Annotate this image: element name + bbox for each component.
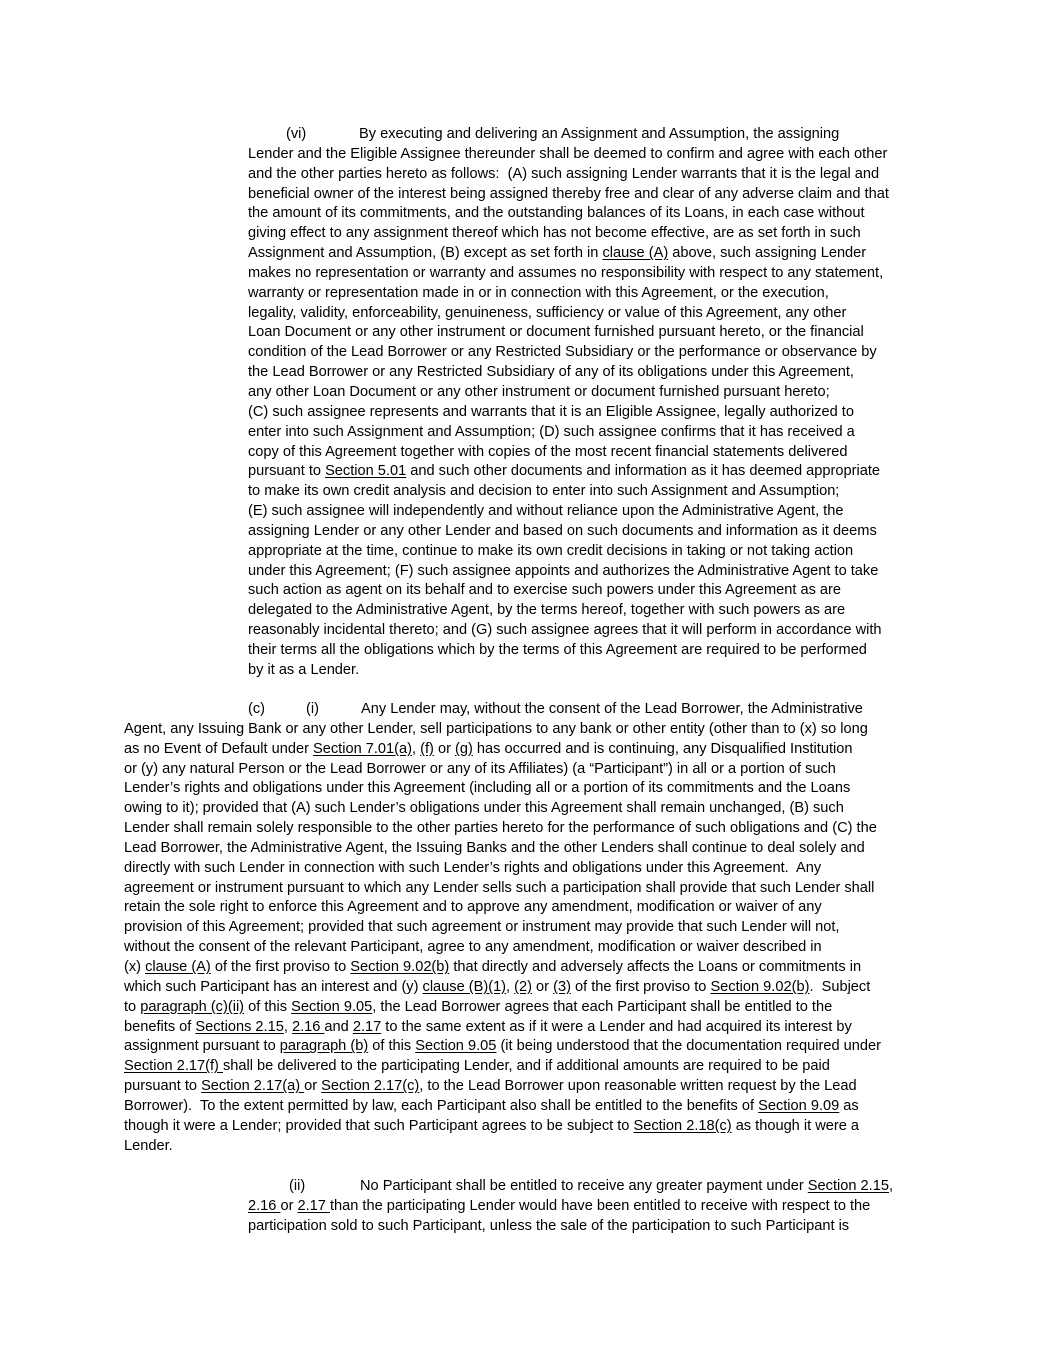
text-run: assigning Lender or any other Lender and based on such documents and information as it deems (248, 522, 877, 539)
text-run: that directly and adversely affects the Loans or commitments in (449, 958, 862, 975)
text-line (248, 482, 948, 502)
cross-reference: Section 9.02(b) (350, 958, 450, 975)
cross-reference: Section 2.17(a) (201, 1078, 305, 1095)
text-run: shall be delivered to the participating Lender, and if additional amounts are required to be paid (222, 1058, 830, 1075)
text-line (124, 1077, 944, 1097)
text-line (248, 185, 948, 205)
text-line (248, 443, 948, 463)
text-run: which such Participant has an interest and (y) (124, 978, 423, 995)
cross-reference: Section 2.18(c) (633, 1117, 732, 1134)
text-run: , (888, 1178, 893, 1194)
text-run: such action as agent on its behalf and to exercise such powers under this Agreement as are (248, 582, 842, 599)
text-run: Lead Borrower, the Administrative Agent, the Issuing Banks and the other Lenders shall continue to deal solely and (124, 839, 865, 856)
text-run: , (283, 1018, 292, 1035)
text-line (248, 403, 948, 423)
text-line (248, 581, 948, 601)
text-line (248, 264, 948, 284)
text-line (124, 1037, 944, 1057)
text-run: reasonably incidental thereto; and (G) such assignee agrees that it will perform in accordance with (248, 622, 882, 639)
text-line (124, 918, 944, 938)
text-run: as though it were a (731, 1117, 860, 1134)
cross-reference: Sections 2.15 (195, 1018, 284, 1035)
text-line (248, 284, 948, 304)
text-run: Loan Document or any other instrument or document furnished pursuant hereto, or the financial (248, 324, 864, 341)
text-run: Any Lender may, without the consent of the Lead Borrower, the Administrative (361, 701, 863, 717)
text-line (248, 363, 948, 383)
text-line (124, 938, 944, 958)
text-run: to (124, 998, 141, 1015)
text-line (124, 1117, 944, 1137)
paragraph-c (124, 700, 944, 1156)
text-run: has occurred and is continuing, any Disqualified Institution (472, 740, 853, 757)
text-run: though it were a Lender; provided that such Participant agrees to be subject to (124, 1117, 634, 1134)
text-run: assignment pursuant to (124, 1038, 280, 1055)
text-run: warranty or representation made in or in connection with this Agreement, or the execution, (248, 284, 829, 301)
text-run: giving effect to any assignment thereof which has not become effective, are as set forth in such (248, 225, 861, 242)
cross-reference: Section 5.01 (325, 463, 407, 480)
item-number-vi: (vi) (286, 126, 307, 142)
text-run: By executing and delivering an Assignment and Assumption, the assigning (359, 126, 840, 142)
text-run: and (324, 1018, 353, 1035)
cross-reference: Section 9.05 (291, 998, 373, 1015)
text-run: Lender’s rights and obligations under this Agreement (including all or a portion of its commitments and the Loans (124, 780, 851, 797)
text-line (248, 383, 948, 403)
text-line (124, 819, 944, 839)
cross-reference: (f) (420, 740, 434, 757)
text-run: delegated to the Administrative Agent, by the terms hereof, together with such powers as are (248, 602, 846, 619)
text-line (248, 661, 948, 681)
item-number-ii: (ii) (289, 1178, 306, 1194)
text-run: or (304, 1078, 322, 1095)
text-line (248, 165, 948, 185)
text-run: (x) (124, 958, 146, 975)
text-run: retain the sole right to enforce this Agreement and to approve any amendment, modification or waiver of any (124, 899, 822, 916)
text-run: beneficial owner of the interest being assigned thereby free and clear of any adverse claim and that (248, 185, 889, 202)
text-line (124, 859, 944, 879)
cross-reference: Section 7.01(a) (313, 740, 413, 757)
text-line (124, 740, 944, 760)
cross-reference: 2.17 (352, 1018, 382, 1035)
text-line (124, 1097, 944, 1117)
cross-reference: Section 2.17(c) (321, 1078, 420, 1095)
text-line (124, 839, 944, 859)
cross-reference: clause (A) (602, 245, 669, 262)
text-run: makes no representation or warranty and assumes no responsibility with respect to any statement, (248, 264, 884, 281)
text-line (248, 145, 948, 165)
text-run: Borrower). To the extent permitted by law, each Participant also shall be entitled to the benefits of (124, 1097, 759, 1114)
text-line (248, 1197, 948, 1217)
text-run: by it as a Lender. (248, 661, 360, 678)
text-run: , the Lead Borrower agrees that each Participant shall be entitled to the (372, 998, 833, 1015)
text-line (124, 978, 944, 998)
text-line (248, 1217, 948, 1237)
text-run: (E) such assignee will independently and without reliance upon the Administrative Agent, the (248, 503, 844, 520)
cross-reference: clause (B)(1) (422, 978, 507, 995)
text-line (248, 1177, 948, 1197)
text-run: No Participant shall be entitled to receive any greater payment under (360, 1178, 808, 1194)
text-run: the Lead Borrower or any Restricted Subsidiary of any of its obligations under this Agreement, (248, 364, 854, 381)
text-line (248, 601, 948, 621)
text-line (248, 244, 948, 264)
text-run: any other Loan Document or any other instrument or document furnished pursuant hereto; (248, 383, 830, 400)
cross-reference: 2.16 (291, 1018, 325, 1035)
text-run: appropriate at the time, continue to make its own credit decisions in taking or not taking action (248, 542, 854, 559)
text-line (248, 462, 948, 482)
text-run: as (839, 1097, 859, 1114)
text-run: the amount of its commitments, and the outstanding balances of its Loans, in each case without (248, 205, 865, 222)
text-run: Lender. (124, 1137, 173, 1154)
text-run: , (506, 978, 515, 995)
section-letter-c: (c) (248, 701, 266, 717)
text-run: condition of the Lead Borrower or any Restricted Subsidiary or the performance or observance by (248, 344, 877, 361)
text-run: and such other documents and information as it has deemed appropriate (406, 463, 880, 480)
text-run: . Subject (809, 978, 871, 995)
text-line (248, 562, 948, 582)
text-run: of the first proviso to (210, 958, 351, 975)
paragraph-vi (248, 125, 948, 681)
text-run: as no Event of Default under (124, 740, 314, 757)
text-run: , (412, 740, 421, 757)
text-line (124, 958, 944, 978)
text-run: agreement or instrument pursuant to which any Lender sells such a participation shall provide that such Lender shall (124, 879, 875, 896)
text-run: or (y) any natural Person or the Lead Borrower or any of its Affiliates) (a “Participant”) in all or a portion of such (124, 760, 836, 777)
text-run: or (280, 1197, 298, 1214)
text-run: their terms all the obligations which by the terms of this Agreement are required to be performed (248, 641, 867, 658)
text-line (248, 304, 948, 324)
cross-reference: clause (A) (145, 958, 211, 975)
text-line (124, 700, 944, 720)
text-line (248, 522, 948, 542)
text-run: without the consent of the relevant Participant, agree to any amendment, modification or waiver described in (124, 939, 822, 956)
text-run: , to the Lead Borrower upon reasonable written request by the Lead (419, 1078, 857, 1095)
text-run: Agent, any Issuing Bank or any other Lender, sell participations to any bank or other entity (other than to (x) so long (124, 720, 868, 737)
text-run: of this (368, 1038, 416, 1055)
text-line (124, 1057, 944, 1077)
text-line (248, 502, 948, 522)
text-line (124, 760, 944, 780)
text-run: pursuant to (124, 1078, 202, 1095)
text-run: Lender and the Eligible Assignee thereunder shall be deemed to confirm and agree with each other (248, 145, 888, 162)
text-run: than the participating Lender would have been entitled to receive with respect to the (329, 1197, 871, 1214)
cross-reference: Section 2.15 (807, 1178, 889, 1194)
text-line (248, 423, 948, 443)
cross-reference: (2) (514, 978, 532, 995)
cross-reference: 2.17 (297, 1197, 330, 1214)
text-line (124, 1018, 944, 1038)
text-run: benefits of (124, 1018, 196, 1035)
text-run: above, such assigning Lender (668, 245, 867, 262)
text-run: of this (244, 998, 292, 1015)
text-line (248, 542, 948, 562)
text-line (248, 641, 948, 661)
text-line (248, 204, 948, 224)
cross-reference: (g) (455, 740, 473, 757)
item-number-i: (i) (306, 701, 319, 717)
cross-reference: paragraph (c)(ii) (140, 998, 245, 1015)
text-run: enter into such Assignment and Assumption; (D) such assignee confirms that it has received a (248, 423, 855, 440)
text-run: under this Agreement; (F) such assignee appoints and authorizes the Administrative Agent to take (248, 562, 879, 579)
cross-reference: Section 2.17(f) (124, 1058, 223, 1075)
text-run: of the first proviso to (570, 978, 711, 995)
text-line (124, 720, 944, 740)
cross-reference: (3) (553, 978, 571, 995)
text-run: Assignment and Assumption, (B) except as set forth in (248, 245, 603, 262)
text-line (248, 621, 948, 641)
text-line (124, 998, 944, 1018)
text-line (124, 898, 944, 918)
text-run: participation sold to such Participant, unless the sale of the participation to such Participant is (248, 1217, 850, 1234)
text-line (248, 224, 948, 244)
text-run: (C) such assignee represents and warrants that it is an Eligible Assignee, legally authorized to (248, 403, 854, 420)
cross-reference: Section 9.02(b) (710, 978, 810, 995)
cross-reference: paragraph (b) (279, 1038, 369, 1055)
text-run: owing to it); provided that (A) such Lender’s obligations under this Agreement shall remain unchanged, (B) such (124, 800, 844, 817)
cross-reference: Section 9.05 (415, 1038, 497, 1055)
text-line (124, 779, 944, 799)
text-run: to make its own credit analysis and decision to enter into such Assignment and Assumption; (248, 483, 840, 500)
cross-reference: 2.16 (248, 1197, 281, 1214)
text-line (124, 879, 944, 899)
text-line (248, 343, 948, 363)
cross-reference: Section 9.09 (758, 1097, 840, 1114)
text-run: copy of this Agreement together with copies of the most recent financial statements delivered (248, 443, 848, 460)
text-run: or (433, 740, 455, 757)
text-line (248, 125, 948, 145)
text-run: to the same extent as if it were a Lender and had acquired its interest by (381, 1018, 852, 1035)
text-run: and the other parties hereto as follows: (A) such assigning Lender warrants that it is the legal and (248, 165, 880, 182)
text-run: directly with such Lender in connection with such Lender’s rights and obligations under this Agreement. Any (124, 859, 822, 876)
text-run: legality, validity, enforceability, genuineness, sufficiency or value of this Agreement, any other (248, 304, 847, 321)
text-run: (it being understood that the documentation required under (496, 1038, 881, 1055)
text-line (248, 323, 948, 343)
paragraph-ii (248, 1177, 948, 1237)
text-run: or (532, 978, 554, 995)
text-run: provision of this Agreement; provided that such agreement or instrument may provide that such Lender will not, (124, 919, 840, 936)
text-run: Lender shall remain solely responsible to the other parties hereto for the performance of such obligations and (C) the (124, 820, 877, 837)
text-line (124, 799, 944, 819)
text-line (124, 1137, 944, 1157)
text-run: pursuant to (248, 463, 326, 480)
